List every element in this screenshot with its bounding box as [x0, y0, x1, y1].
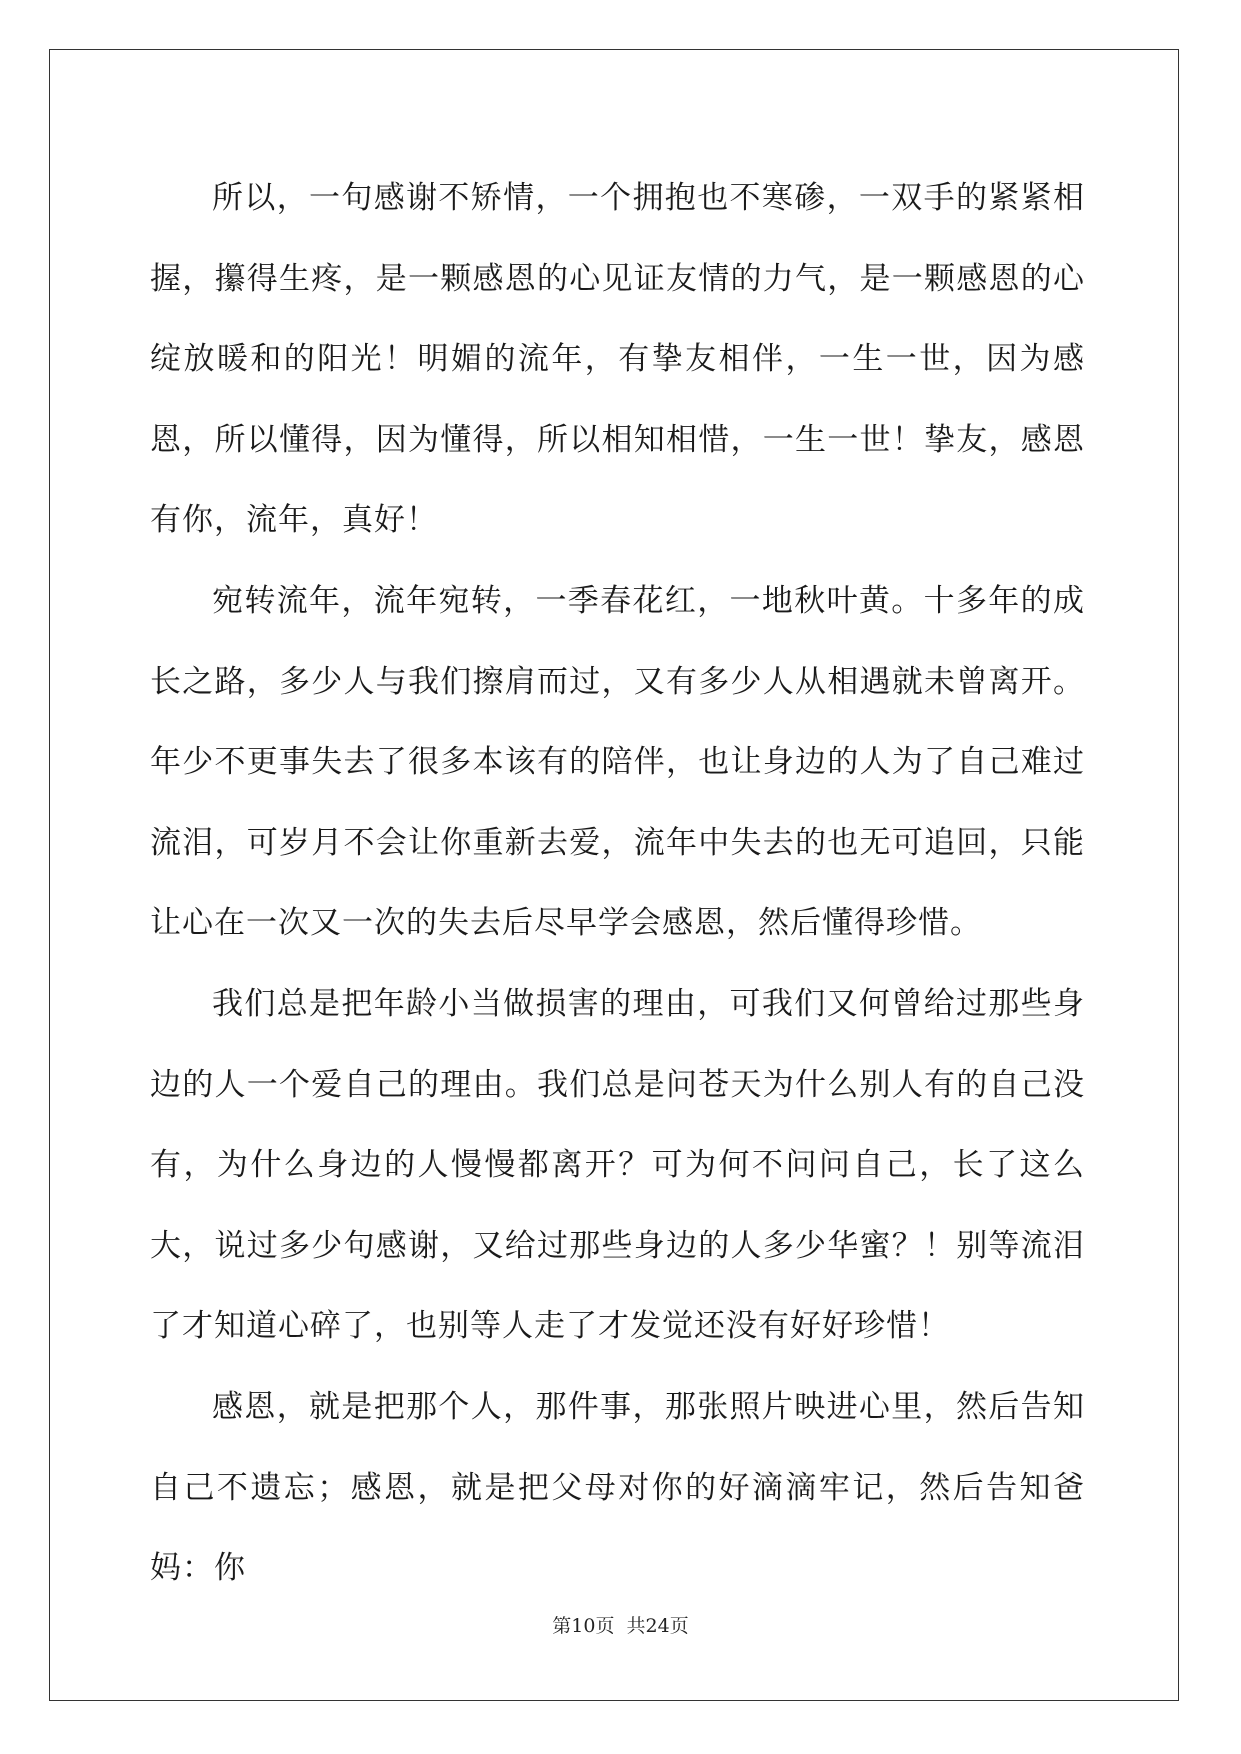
paragraph-4: 感恩，就是把那个人，那件事，那张照片映进心里，然后告知自己不遗忘；感恩，就是把父母对你的好滴滴牢记，然后告知爸妈：你 [150, 1388, 1085, 1587]
page-number: 第10页 [552, 1615, 615, 1637]
document-body [150, 158, 1085, 1609]
paragraph-1: 所以，一句感谢不矫情，一个拥抱也不寒碜，一双手的紧紧相握，攥得生疼，是一颗感恩的心见证友情的力气，是一颗感恩的心绽放暖和的阳光！明媚的流年，有挚友相伴，一生一世，因为感恩，所以懂得，因为懂得，所以相知相惜，一生一世！挚友，感恩有你，流年，真好！ [150, 180, 1085, 539]
paragraph-2: 宛转流年，流年宛转，一季春花红，一地秋叶黄。十多年的成长之路，多少人与我们擦肩而过，又有多少人从相遇就未曾离开。年少不更事失去了很多本该有的陪伴，也让身边的人为了自己难过流泪，可岁月不会让你重新去爱，流年中失去的也无可追回，只能让心在一次又一次的失去后尽早学会感恩，然后懂得珍惜。 [150, 582, 1085, 942]
page-footer [0, 1611, 1241, 1638]
footer-separator [614, 1615, 626, 1637]
paragraph-3: 我们总是把年龄小当做损害的理由，可我们又何曾给过那些身边的人一个爱自己的理由。我们总是问苍天为什么别人有的自己没有，为什么身边的人慢慢都离开？可为何不问问自己，长了这么大，说过多少句感谢，又给过那些身边的人多少华蜜？！别等流泪了才知道心碎了，也别等人走了才发觉还没有好好珍惜！ [150, 985, 1085, 1345]
page-total: 共24页 [626, 1615, 689, 1637]
